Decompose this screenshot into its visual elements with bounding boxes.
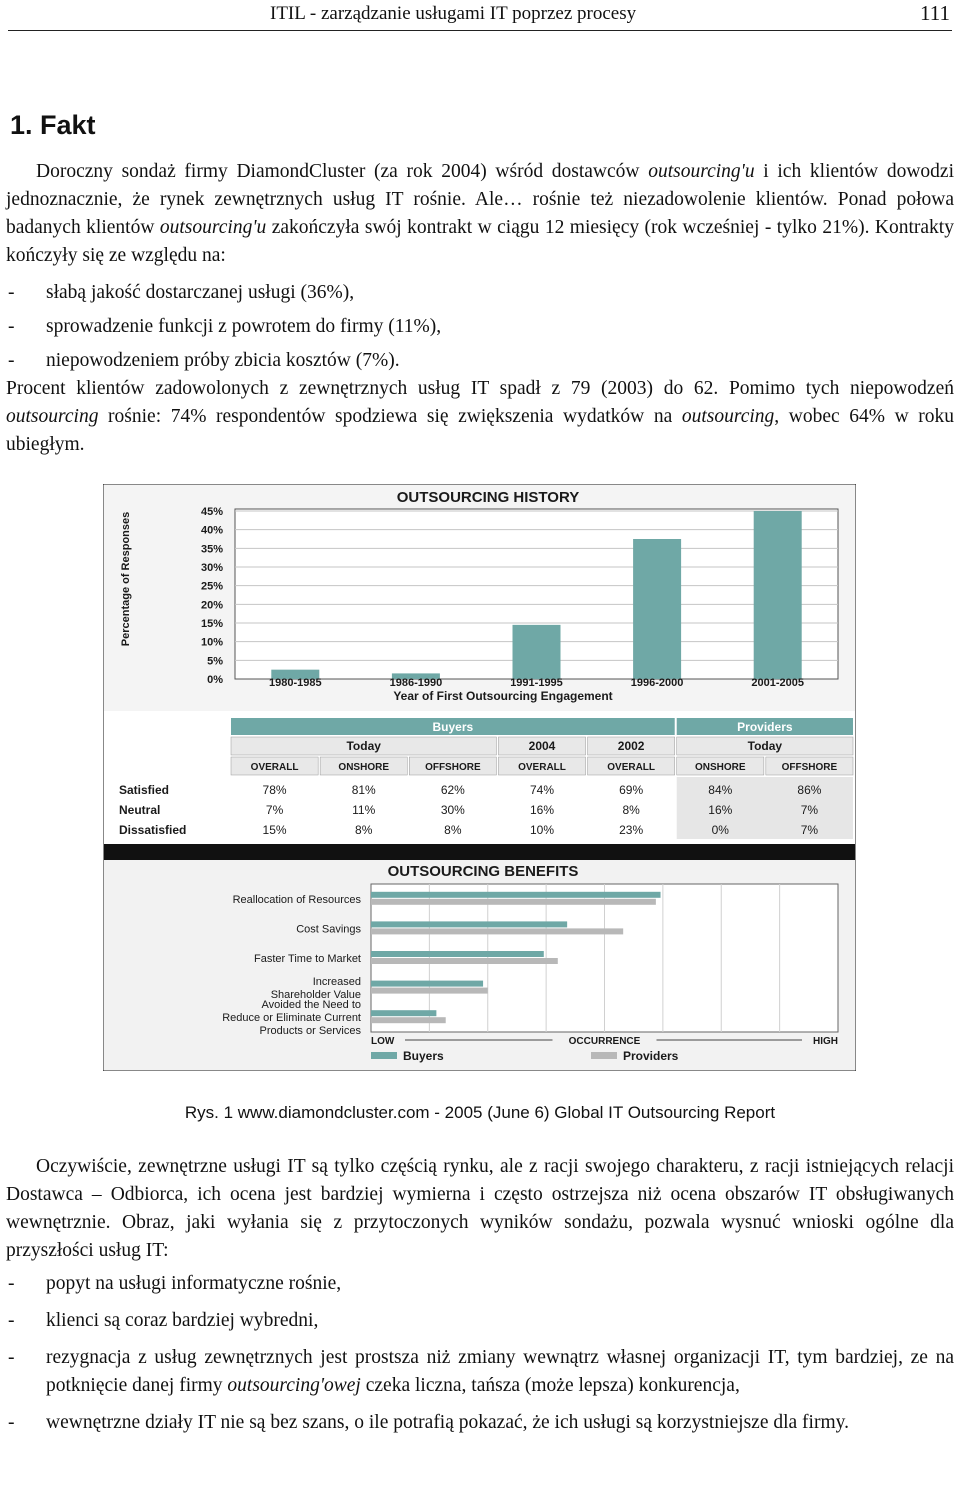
benefits-bar <box>371 892 661 898</box>
list-item: - rezygnacja z usług zewnętrznych jest prostsza niż zmiany wewnątrz własnej organizacji IT, tym bardziej, ze na potknięcie danej firmy outsourcing'owej czeka liczna, tańsza (może lepsza) konkurencja, <box>8 1347 954 1396</box>
benefits-bar <box>371 921 567 927</box>
table-cell: 86% <box>797 783 822 797</box>
history-x-tick: 1986-1990 <box>389 677 443 689</box>
benefits-legend-label: Providers <box>623 1049 679 1063</box>
table-cell: 16% <box>708 803 733 817</box>
benefits-category-label: Reallocation of Resources <box>232 893 361 906</box>
table-cell: 74% <box>529 783 555 797</box>
table-cell: 8% <box>622 803 640 817</box>
history-bar <box>513 625 561 679</box>
table-cell: 8% <box>444 823 462 837</box>
history-bar <box>754 511 802 679</box>
table-column-label: OFFSHORE <box>425 762 481 773</box>
table-cell: 10% <box>529 823 555 837</box>
table-group-label: Buyers <box>432 720 474 734</box>
table-period-label: 2004 <box>528 739 556 753</box>
benefits-bar <box>371 899 656 905</box>
table-cell: 15% <box>262 823 287 837</box>
stats-paragraph: Procent klientów zadowolonych z zewnętrznych usług IT spadł z 79 (2003) do 62. Pomimo tych niepowodzeń outsourcing rośnie: 74% respondentów spodziewa się zwiększenia wydatków na outsourcing, wobec 64% w roku ubiegłym. <box>6 378 954 455</box>
benefits-bar <box>371 951 544 957</box>
benefits-bar <box>371 981 483 987</box>
section-heading: 1. Fakt <box>10 110 96 140</box>
table-cell: 7% <box>800 823 819 837</box>
header-title: ITIL - zarządzanie usługami IT poprzez procesy <box>270 3 637 24</box>
benefits-category-label: Faster Time to Market <box>254 953 361 965</box>
figure-graphic <box>103 484 856 1071</box>
benefits-bar <box>371 1010 436 1016</box>
figure <box>103 484 856 1071</box>
list-item: - sprowadzenie funkcji z powrotem do firmy (11%), <box>8 316 442 337</box>
history-y-tick: 35% <box>200 543 223 556</box>
table-cell: 8% <box>355 823 373 837</box>
benefits-category-label: Cost Savings <box>296 923 361 936</box>
list-item: - słabą jakość dostarczanej usługi (36%), <box>8 282 355 303</box>
history-y-tick: 30% <box>200 562 223 574</box>
history-title: OUTSOURCING HISTORY <box>396 489 580 506</box>
list-item: - wewnętrzne działy IT nie są bez szans, o ile potrafią pokazać, że ich usługi są korzystniejsze dla firmy. <box>8 1412 849 1433</box>
conclusion-paragraph: Oczywiście, zewnętrzne usługi IT są tylko częścią rynku, ale z racji swojego charakteru, z racji istniejących relacji Dostawca – Odbiorca, ich ocena jest bardziej wymierna i często ostrzejsza niż ocena obszarów IT obsługiwanych wewnętrznie. Obraz, jaki wyłania się z przytoczonych wyników sondażu, pozwala wysnuć wnioski ogólne dla przyszłości usług IT: <box>6 1156 954 1261</box>
table-cell: 84% <box>708 783 733 797</box>
history-x-tick: 1996-2000 <box>630 677 684 689</box>
benefits-legend-swatch <box>371 1052 397 1059</box>
benefits-category-label: Avoided the Need to <box>261 999 361 1012</box>
benefits-category-label: Shareholder Value <box>270 989 361 1002</box>
figure-caption: Rys. 1 www.diamondcluster.com - 2005 (June 6) Global IT Outsourcing Report <box>184 1103 776 1122</box>
history-y-label: Percentage of Responses <box>120 511 132 647</box>
table-cell: 78% <box>262 783 287 797</box>
table-cell: 62% <box>440 783 465 797</box>
list-item: - niepowodzeniem próby zbicia kosztów (7%). <box>8 350 400 371</box>
history-y-tick: 15% <box>200 618 223 630</box>
table-cell: 69% <box>619 783 644 797</box>
history-y-tick: 45% <box>200 506 223 518</box>
table-cell: 16% <box>529 803 555 817</box>
running-header <box>8 0 952 31</box>
table-provider-shade <box>677 777 853 839</box>
conclusions-list <box>6 1270 954 1437</box>
benefits-bar <box>371 988 488 994</box>
table-column-label: OVERALL <box>607 762 656 773</box>
benefits-bar <box>371 1017 446 1023</box>
table-row-label: Dissatisfied <box>119 823 187 837</box>
history-y-tick: 25% <box>200 580 223 593</box>
table-period-label: Today <box>346 739 381 753</box>
history-y-tick: 10% <box>200 636 223 649</box>
table-cell: 7% <box>800 803 819 817</box>
benefits-legend-label: Buyers <box>403 1049 444 1063</box>
history-x-tick: 1980-1985 <box>268 677 322 689</box>
table-column-label: ONSHORE <box>338 762 389 773</box>
benefits-axis-high: HIGH <box>813 1036 838 1047</box>
table-period-label: 2002 <box>617 739 645 753</box>
history-y-tick: 0% <box>207 674 223 686</box>
figure-divider <box>104 844 855 860</box>
benefits-category-label: Products or Services <box>259 1025 361 1038</box>
table-row-label: Satisfied <box>119 783 170 797</box>
benefits-title: OUTSOURCING BENEFITS <box>387 863 579 880</box>
benefits-axis-low: LOW <box>371 1036 395 1047</box>
history-y-tick: 40% <box>200 524 223 537</box>
benefits-axis-middle: OCCURRENCE <box>568 1036 641 1047</box>
reasons-list <box>6 276 954 378</box>
table-cell: 0% <box>711 823 729 837</box>
benefits-bar <box>371 958 558 964</box>
table-cell: 30% <box>440 803 465 817</box>
intro-paragraph: Doroczny sondaż firmy DiamondCluster (za rok 2004) wśród dostawców outsourcing'u i ich klientów dowodzi jednoznacznie, że rynek zewnętrznych usług IT rośnie. Ale… rośnie też niezadowolenie klientów. Ponad połowa badanych klientów outsourcing'u zakończyła swój kontrakt w ciągu 12 miesięcy (rok wcześniej - tylko 21%). Kontrakty kończyły się ze względu na: <box>6 161 954 266</box>
benefits-category-label: Increased <box>312 976 361 989</box>
list-item: - popyt na usługi informatyczne rośnie, <box>8 1273 342 1294</box>
table-column-label: OFFSHORE <box>781 762 838 773</box>
page-number: 111 <box>920 1 950 25</box>
history-x-label: Year of First Outsourcing Engagement <box>393 689 613 703</box>
table-column-label: OVERALL <box>518 762 566 773</box>
history-x-tick: 1991-1995 <box>510 677 563 689</box>
table-cell: 81% <box>351 783 376 797</box>
table-period-label: Today <box>747 739 783 753</box>
history-x-tick: 2001-2005 <box>751 677 805 689</box>
history-bar <box>633 539 681 679</box>
table-group-label: Providers <box>737 720 793 734</box>
table-column-label: OVERALL <box>250 762 299 773</box>
table-cell: 23% <box>619 823 644 837</box>
table-cell: 7% <box>265 803 284 817</box>
history-y-tick: 20% <box>200 599 223 612</box>
list-item: - klienci są coraz bardziej wybredni, <box>8 1310 319 1331</box>
history-y-tick: 5% <box>207 655 223 668</box>
table-column-label: ONSHORE <box>695 762 746 773</box>
benefits-category-label: Reduce or Eliminate Current <box>222 1012 361 1025</box>
benefits-bar <box>371 928 623 934</box>
benefits-legend-swatch <box>591 1052 617 1059</box>
table-cell: 11% <box>352 803 376 817</box>
table-row-label: Neutral <box>119 803 161 817</box>
